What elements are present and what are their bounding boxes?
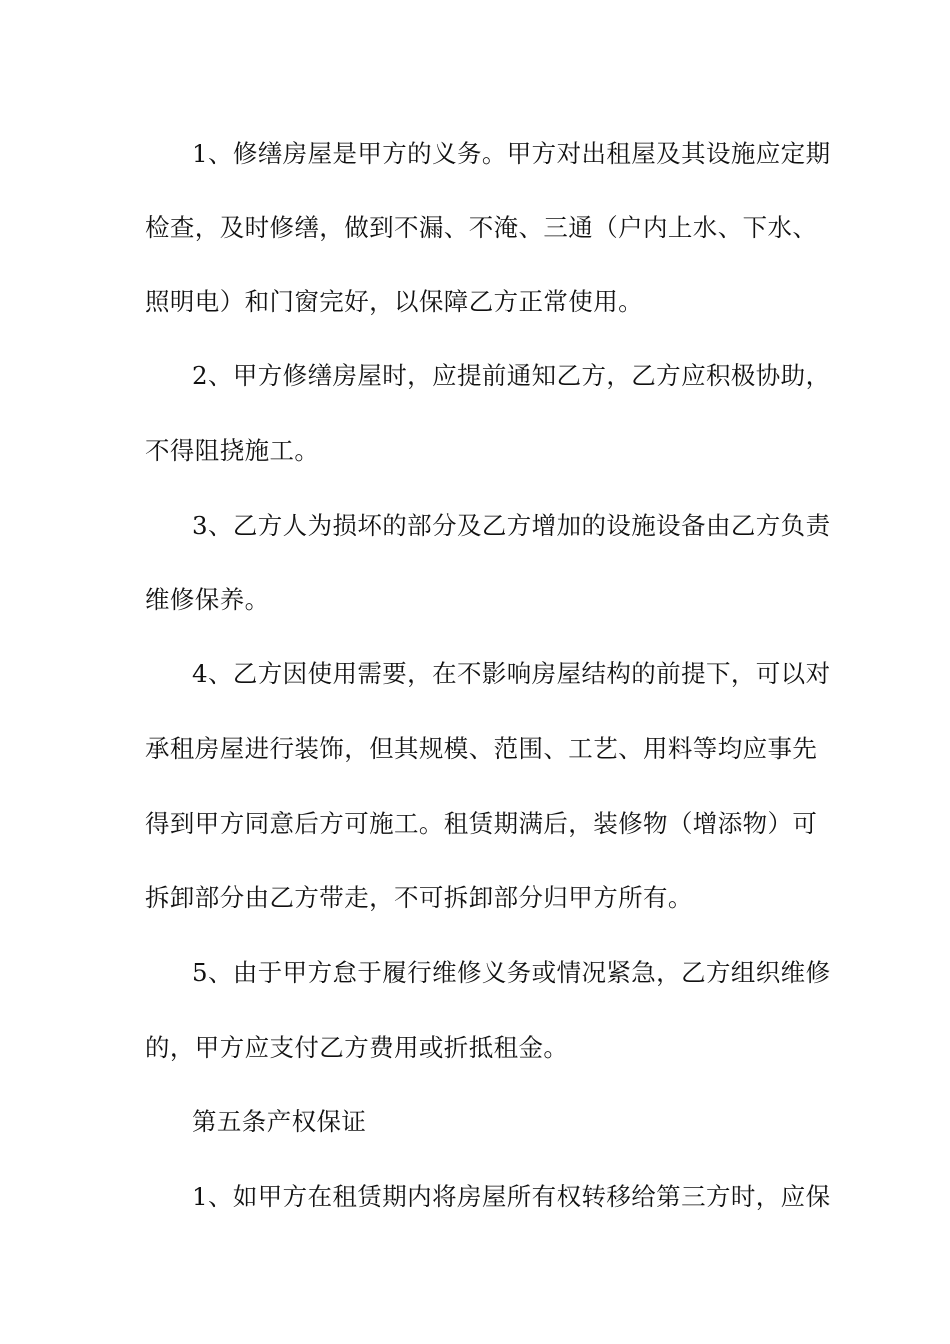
- section-heading: 第五条产权保证: [192, 1107, 367, 1136]
- paragraph-1-line-2: 检查，及时修缮，做到不漏、不淹、三通（户内上水、下水、: [145, 213, 818, 242]
- paragraph-4-line-3: 得到甲方同意后方可施工。租赁期满后，装修物（增添物）可: [145, 809, 818, 838]
- paragraph-6-line-1: 1、如甲方在租赁期内将房屋所有权转移给第三方时，应保: [192, 1182, 831, 1211]
- paragraph-3-line-2: 维修保养。: [145, 585, 270, 614]
- paragraph-4-line-4: 拆卸部分由乙方带走，不可拆卸部分归甲方所有。: [145, 883, 693, 912]
- paragraph-5-line-1: 5、由于甲方怠于履行维修义务或情况紧急，乙方组织维修: [192, 958, 831, 987]
- paragraph-2-line-2: 不得阻挠施工。: [145, 436, 320, 465]
- paragraph-5-line-2: 的，甲方应支付乙方费用或折抵租金。: [145, 1033, 569, 1062]
- paragraph-4-line-2: 承租房屋进行装饰，但其规模、范围、工艺、用料等均应事先: [145, 734, 818, 763]
- paragraph-3-line-1: 3、乙方人为损坏的部分及乙方增加的设施设备由乙方负责: [192, 511, 831, 540]
- paragraph-4-line-1: 4、乙方因使用需要，在不影响房屋结构的前提下，可以对: [192, 659, 831, 688]
- paragraph-1-line-1: 1、修缮房屋是甲方的义务。甲方对出租屋及其设施应定期: [192, 139, 831, 168]
- paragraph-2-line-1: 2、甲方修缮房屋时，应提前通知乙方，乙方应积极协助，: [192, 361, 831, 390]
- paragraph-1-line-3: 照明电）和门窗完好，以保障乙方正常使用。: [145, 287, 643, 316]
